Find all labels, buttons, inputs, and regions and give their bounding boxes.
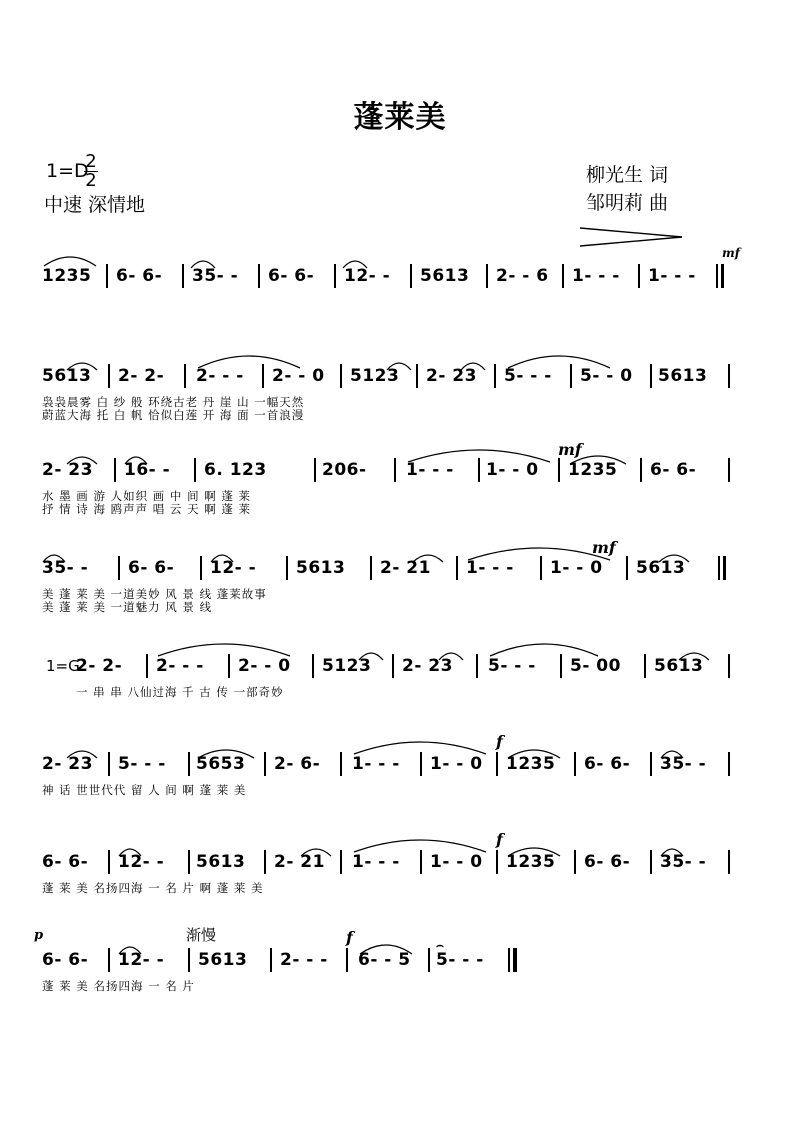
final-barline-thick <box>513 948 517 972</box>
barline <box>638 264 640 288</box>
barline <box>228 654 230 678</box>
barline <box>560 654 562 678</box>
measure: 5613 <box>196 852 246 872</box>
barline <box>410 264 412 288</box>
barline <box>340 364 342 388</box>
measure: 1- - - <box>466 558 514 578</box>
decrescendo-hairpin <box>578 226 688 250</box>
measure: 16- - <box>124 460 171 480</box>
lyrics-verse-1: 美 蓬 莱 美 一道美妙 风 景 线 蓬莱故事 <box>42 587 267 601</box>
measure: 6- 6- <box>42 852 89 872</box>
barline <box>188 850 190 874</box>
barline <box>108 752 110 776</box>
barline <box>626 556 628 580</box>
barline <box>428 948 430 972</box>
measure: 2- 23 <box>402 656 453 676</box>
lyrics-verse-1: 神 话 世世代代 留 人 间 啊 蓬 莱 美 <box>42 783 247 797</box>
barline <box>264 850 266 874</box>
measure: 206- <box>322 460 367 480</box>
repeat-barline-thick <box>721 264 724 288</box>
barline <box>108 948 110 972</box>
barline <box>270 948 272 972</box>
barline <box>650 850 652 874</box>
page-title: 蓬莱美 <box>353 100 447 135</box>
fermata-icon: ⌢ <box>436 938 444 952</box>
barline <box>108 850 110 874</box>
measure: 1- - - <box>572 266 620 286</box>
lyrics-verse-1: 蓬 莱 美 名扬四海 一 名 片 啊 蓬 莱 美 <box>42 881 264 895</box>
measure: 6- 6- <box>128 558 175 578</box>
lyrics-verse-1: 一 串 串 八仙过海 千 古 传 一部奇妙 <box>76 685 284 699</box>
barline <box>286 556 288 580</box>
lyrics-verse-2: 美 蓬 莱 美 一道魅力 风 景 线 <box>42 600 213 614</box>
barline <box>340 752 342 776</box>
barline <box>258 264 260 288</box>
barline <box>420 752 422 776</box>
dynamic-mf: mf <box>592 538 616 557</box>
measure: 2- - - <box>156 656 204 676</box>
measure: 1235 <box>506 754 556 774</box>
barline <box>494 364 496 388</box>
measure: 2- 2- <box>76 656 123 676</box>
measure: 5613 <box>42 366 92 386</box>
barline <box>394 458 396 482</box>
measure: 35- - <box>660 754 707 774</box>
barline <box>728 752 730 776</box>
barline <box>184 364 186 388</box>
lyrics-verse-1: 蓬 莱 美 名扬四海 一 名 片 <box>42 979 195 993</box>
barline <box>574 850 576 874</box>
barline <box>106 264 108 288</box>
time-denominator: 2 <box>85 170 97 191</box>
measure: 1235 <box>568 460 618 480</box>
barline <box>476 654 478 678</box>
barline <box>370 556 372 580</box>
barline <box>456 556 458 580</box>
measure: 5653 <box>196 754 246 774</box>
barline <box>728 458 730 482</box>
measure: 35- - <box>42 558 89 578</box>
measure: 2- - 0 <box>238 656 291 676</box>
measure: 5123 <box>322 656 372 676</box>
measure: 1- - 0 <box>550 558 603 578</box>
lyrics-verse-2: 抒 情 诗 海 鸥声声 唱 云 天 啊 蓬 莱 <box>42 502 252 516</box>
barline <box>262 364 264 388</box>
measure: 2- 2- <box>118 366 165 386</box>
barline <box>486 264 488 288</box>
barline <box>478 458 480 482</box>
barline <box>570 364 572 388</box>
barline <box>182 264 184 288</box>
measure: 1- - - <box>648 266 696 286</box>
barline <box>640 458 642 482</box>
measure: 5613 <box>636 558 686 578</box>
measure: 5- - - <box>436 950 484 970</box>
measure: 2- 23 <box>42 754 93 774</box>
measure: 5613 <box>198 950 248 970</box>
measure: 5613 <box>658 366 708 386</box>
measure: 6- 6- <box>116 266 163 286</box>
barline <box>392 654 394 678</box>
barline <box>496 850 498 874</box>
measure: 2- - - <box>280 950 328 970</box>
measure: 6. 123 <box>204 460 267 480</box>
measure: 12- - <box>118 852 165 872</box>
measure: 5- 00 <box>570 656 621 676</box>
measure: 6- - 5 <box>358 950 411 970</box>
lyrics-verse-1: 水 墨 画 游 人如织 画 中 间 啊 蓬 莱 <box>42 489 252 503</box>
barline <box>496 752 498 776</box>
measure: 2- - - <box>196 366 244 386</box>
barline <box>312 654 314 678</box>
measure: 5123 <box>350 366 400 386</box>
dynamic-p: p <box>34 928 44 943</box>
key-change: 1=G <box>46 657 80 675</box>
dynamic-mf: mf <box>722 246 740 260</box>
measure: 6- 6- <box>42 950 89 970</box>
measure: 35- - <box>192 266 239 286</box>
measure: 2- 21 <box>274 852 325 872</box>
repeat-end-barline <box>718 556 720 580</box>
measure: 6- 6- <box>268 266 315 286</box>
composer-credit: 邹明莉 曲 <box>586 192 669 214</box>
barline <box>728 364 730 388</box>
barline <box>416 364 418 388</box>
measure: 35- - <box>660 852 707 872</box>
measure: 5613 <box>420 266 470 286</box>
measure: 5613 <box>296 558 346 578</box>
lyricist-credit: 柳光生 词 <box>586 164 669 186</box>
barline <box>346 948 348 972</box>
barline <box>114 458 116 482</box>
lyrics-verse-2: 蔚蓝大海 托 白 帆 恰似白莲 开 海 面 一首浪漫 <box>42 408 305 422</box>
measure: 12- - <box>344 266 391 286</box>
measure: 2- 6- <box>274 754 321 774</box>
measure: 6- 6- <box>584 754 631 774</box>
barline <box>644 654 646 678</box>
barline <box>334 264 336 288</box>
key-signature: 1=D <box>46 160 89 182</box>
barline <box>108 364 110 388</box>
measure: 2- - 0 <box>272 366 325 386</box>
measure: 1235 <box>42 266 92 286</box>
barline <box>188 752 190 776</box>
dynamic-f: f <box>496 830 503 849</box>
dynamic-f: f <box>346 928 353 947</box>
repeat-end-barline-thick <box>723 556 726 580</box>
lyrics-verse-1: 袅袅晨雾 白 纱 般 环绕古老 丹 崖 山 一幅天然 <box>42 395 305 409</box>
time-numerator: 2 <box>85 151 97 172</box>
measure: 5- - 0 <box>580 366 633 386</box>
time-signature <box>84 151 98 191</box>
tempo-marking: 中速 深情地 <box>44 194 146 216</box>
measure: 5- - - <box>118 754 166 774</box>
measure: 6- 6- <box>650 460 697 480</box>
measure: 1- - 0 <box>430 852 483 872</box>
repeat-barline <box>716 264 718 288</box>
ritardando-marking: 渐慢 <box>186 926 217 944</box>
barline <box>540 556 542 580</box>
barline <box>728 850 730 874</box>
barline <box>558 458 560 482</box>
measure: 1- - - <box>406 460 454 480</box>
measure: 1- - - <box>352 852 400 872</box>
measure: 5- - - <box>504 366 552 386</box>
barline <box>340 850 342 874</box>
barline <box>650 364 652 388</box>
measure: 12- - <box>118 950 165 970</box>
dynamic-mf: mf <box>558 440 582 459</box>
barline <box>314 458 316 482</box>
barline <box>188 948 190 972</box>
barline <box>118 556 120 580</box>
measure: 1235 <box>506 852 556 872</box>
barline <box>728 654 730 678</box>
barline <box>650 752 652 776</box>
final-barline <box>508 948 510 972</box>
measure: 5613 <box>654 656 704 676</box>
barline <box>420 850 422 874</box>
barline <box>146 654 148 678</box>
measure: 5- - - <box>488 656 536 676</box>
barline <box>194 458 196 482</box>
measure: 12- - <box>210 558 257 578</box>
barline <box>200 556 202 580</box>
barline <box>264 752 266 776</box>
measure: 6- 6- <box>584 852 631 872</box>
measure: 2- 23 <box>42 460 93 480</box>
measure: 1- - 0 <box>486 460 539 480</box>
measure: 2- 23 <box>426 366 477 386</box>
barline <box>574 752 576 776</box>
measure: 1- - 0 <box>430 754 483 774</box>
measure: 1- - - <box>352 754 400 774</box>
measure: 2- 21 <box>380 558 431 578</box>
measure: 2- - 6 <box>496 266 549 286</box>
barline <box>562 264 564 288</box>
dynamic-f: f <box>496 732 503 751</box>
